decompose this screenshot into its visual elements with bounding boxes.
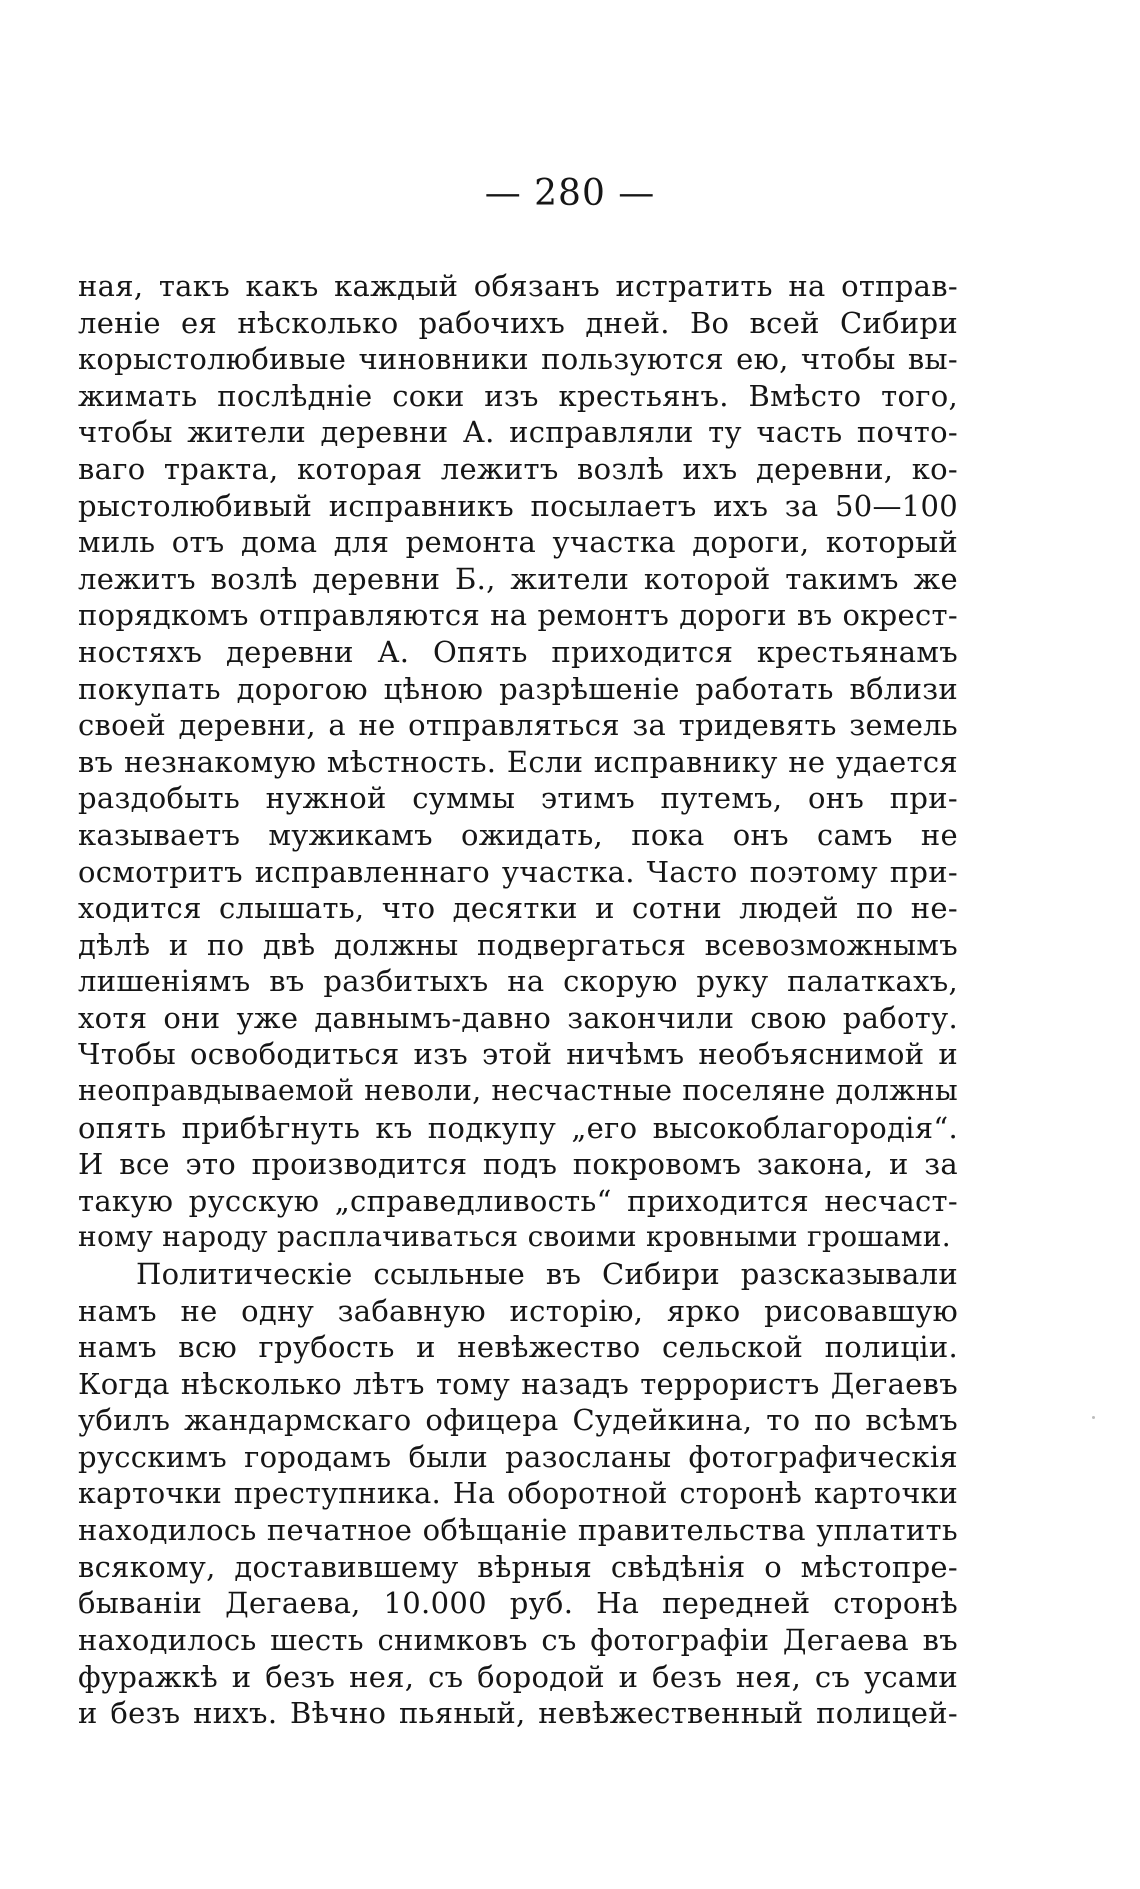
text-line: осмотритъ исправленнаго участка. Часто поэтому при- [78,854,958,889]
text-line: бываніи Дегаева, 10.000 руб. На передней сторонѣ [78,1586,958,1621]
text-line: ная, такъ какъ каждый обязанъ истратить на отправ- [78,269,958,303]
text-line: неоправдываемой неволи, несчастные поселяне должны [78,1074,958,1108]
text-line: корыстолюбивые чиновники пользуются ею, чтобы вы- [78,342,958,377]
text-line: въ незнакомую мѣстность. Если исправнику не удается [78,744,958,779]
paragraph-start-line: Политическіе ссыльные въ Сибири разсказывали [136,1257,958,1292]
text-line: лежитъ возлѣ деревни Б., жители которой такимъ же [78,561,958,596]
text-line: опять прибѣгнуть къ подкупу „его высокоблагородія“. [78,1110,958,1145]
text-line: русскимъ городамъ были разосланы фотографическія [78,1440,958,1474]
paragraph-end-line: ному народу расплачиваться своими кровными грошами. [78,1220,951,1254]
text-line: всякому, доставившему вѣрныя свѣдѣнія о мѣстопре- [78,1549,958,1584]
text-line: лишеніямъ въ разбитыхъ на скорую руку палаткахъ, [78,964,958,999]
text-line: Чтобы освободиться изъ этой ничѣмъ необъяснимой и [78,1037,958,1072]
text-line: Когда нѣсколько лѣтъ тому назадъ террористъ Дегаевъ [78,1366,958,1401]
page-number: — 280 — [484,173,656,214]
text-line: дѣлѣ и по двѣ должны подвергаться всевозможнымъ [78,927,958,962]
text-line: фуражкѣ и безъ нея, съ бородой и безъ нея, съ усами [78,1659,958,1694]
text-line: порядкомъ отправляются на ремонтъ дороги въ окрест- [78,598,958,633]
text-line: И все это производится подъ покровомъ закона, и за [78,1147,958,1182]
text-line: убилъ жандармскаго офицера Судейкина, то по всѣмъ [78,1403,958,1438]
text-line: ностяхъ деревни А. Опять приходится крестьянамъ [78,634,958,669]
text-line: намъ не одну забавную исторію, ярко рисовавшую [78,1293,958,1328]
paper-speck [1092,1416,1095,1419]
text-line: хотя они уже давнымъ-давно закончили свою работу. [78,1000,958,1035]
text-line: намъ всю грубость и невѣжество сельской полиціи. [78,1330,958,1365]
text-line: находилось шесть снимковъ съ фотографіи Дегаева въ [78,1622,958,1657]
text-line: чтобы жители деревни А. исправляли ту часть почто- [78,415,958,450]
text-line: находилось печатное обѣщаніе правительства уплатить [78,1513,958,1548]
text-line: миль отъ дома для ремонта участка дороги, который [78,525,958,560]
text-line: леніе ея нѣсколько рабочихъ дней. Во всей Сибири [78,305,958,340]
text-line: жимать послѣдніе соки изъ крестьянъ. Вмѣсто того, [78,378,958,413]
text-line: раздобыть нужной суммы этимъ путемъ, онъ при- [78,781,958,816]
text-line: рыстолюбивый исправникъ посылаетъ ихъ за 50—100 [78,488,958,523]
text-line: покупать дорогою цѣною разрѣшеніе работать вблизи [78,671,958,706]
text-line: карточки преступника. На оборотной сторонѣ карточки [78,1476,958,1510]
text-line: и безъ нихъ. Вѣчно пьяный, невѣжественный полицей- [78,1696,958,1731]
text-line: ваго тракта, которая лежитъ возлѣ ихъ деревни, ко- [78,451,958,486]
text-line: казываетъ мужикамъ ожидать, пока онъ самъ не [78,817,958,852]
text-line: ходится слышать, что десятки и сотни людей по не- [78,891,958,926]
text-line: своей деревни, а не отправляться за тридевять земель [78,708,958,743]
text-line: такую русскую „справедливость“ приходится несчаст- [78,1183,958,1218]
body-text [78,268,958,1732]
